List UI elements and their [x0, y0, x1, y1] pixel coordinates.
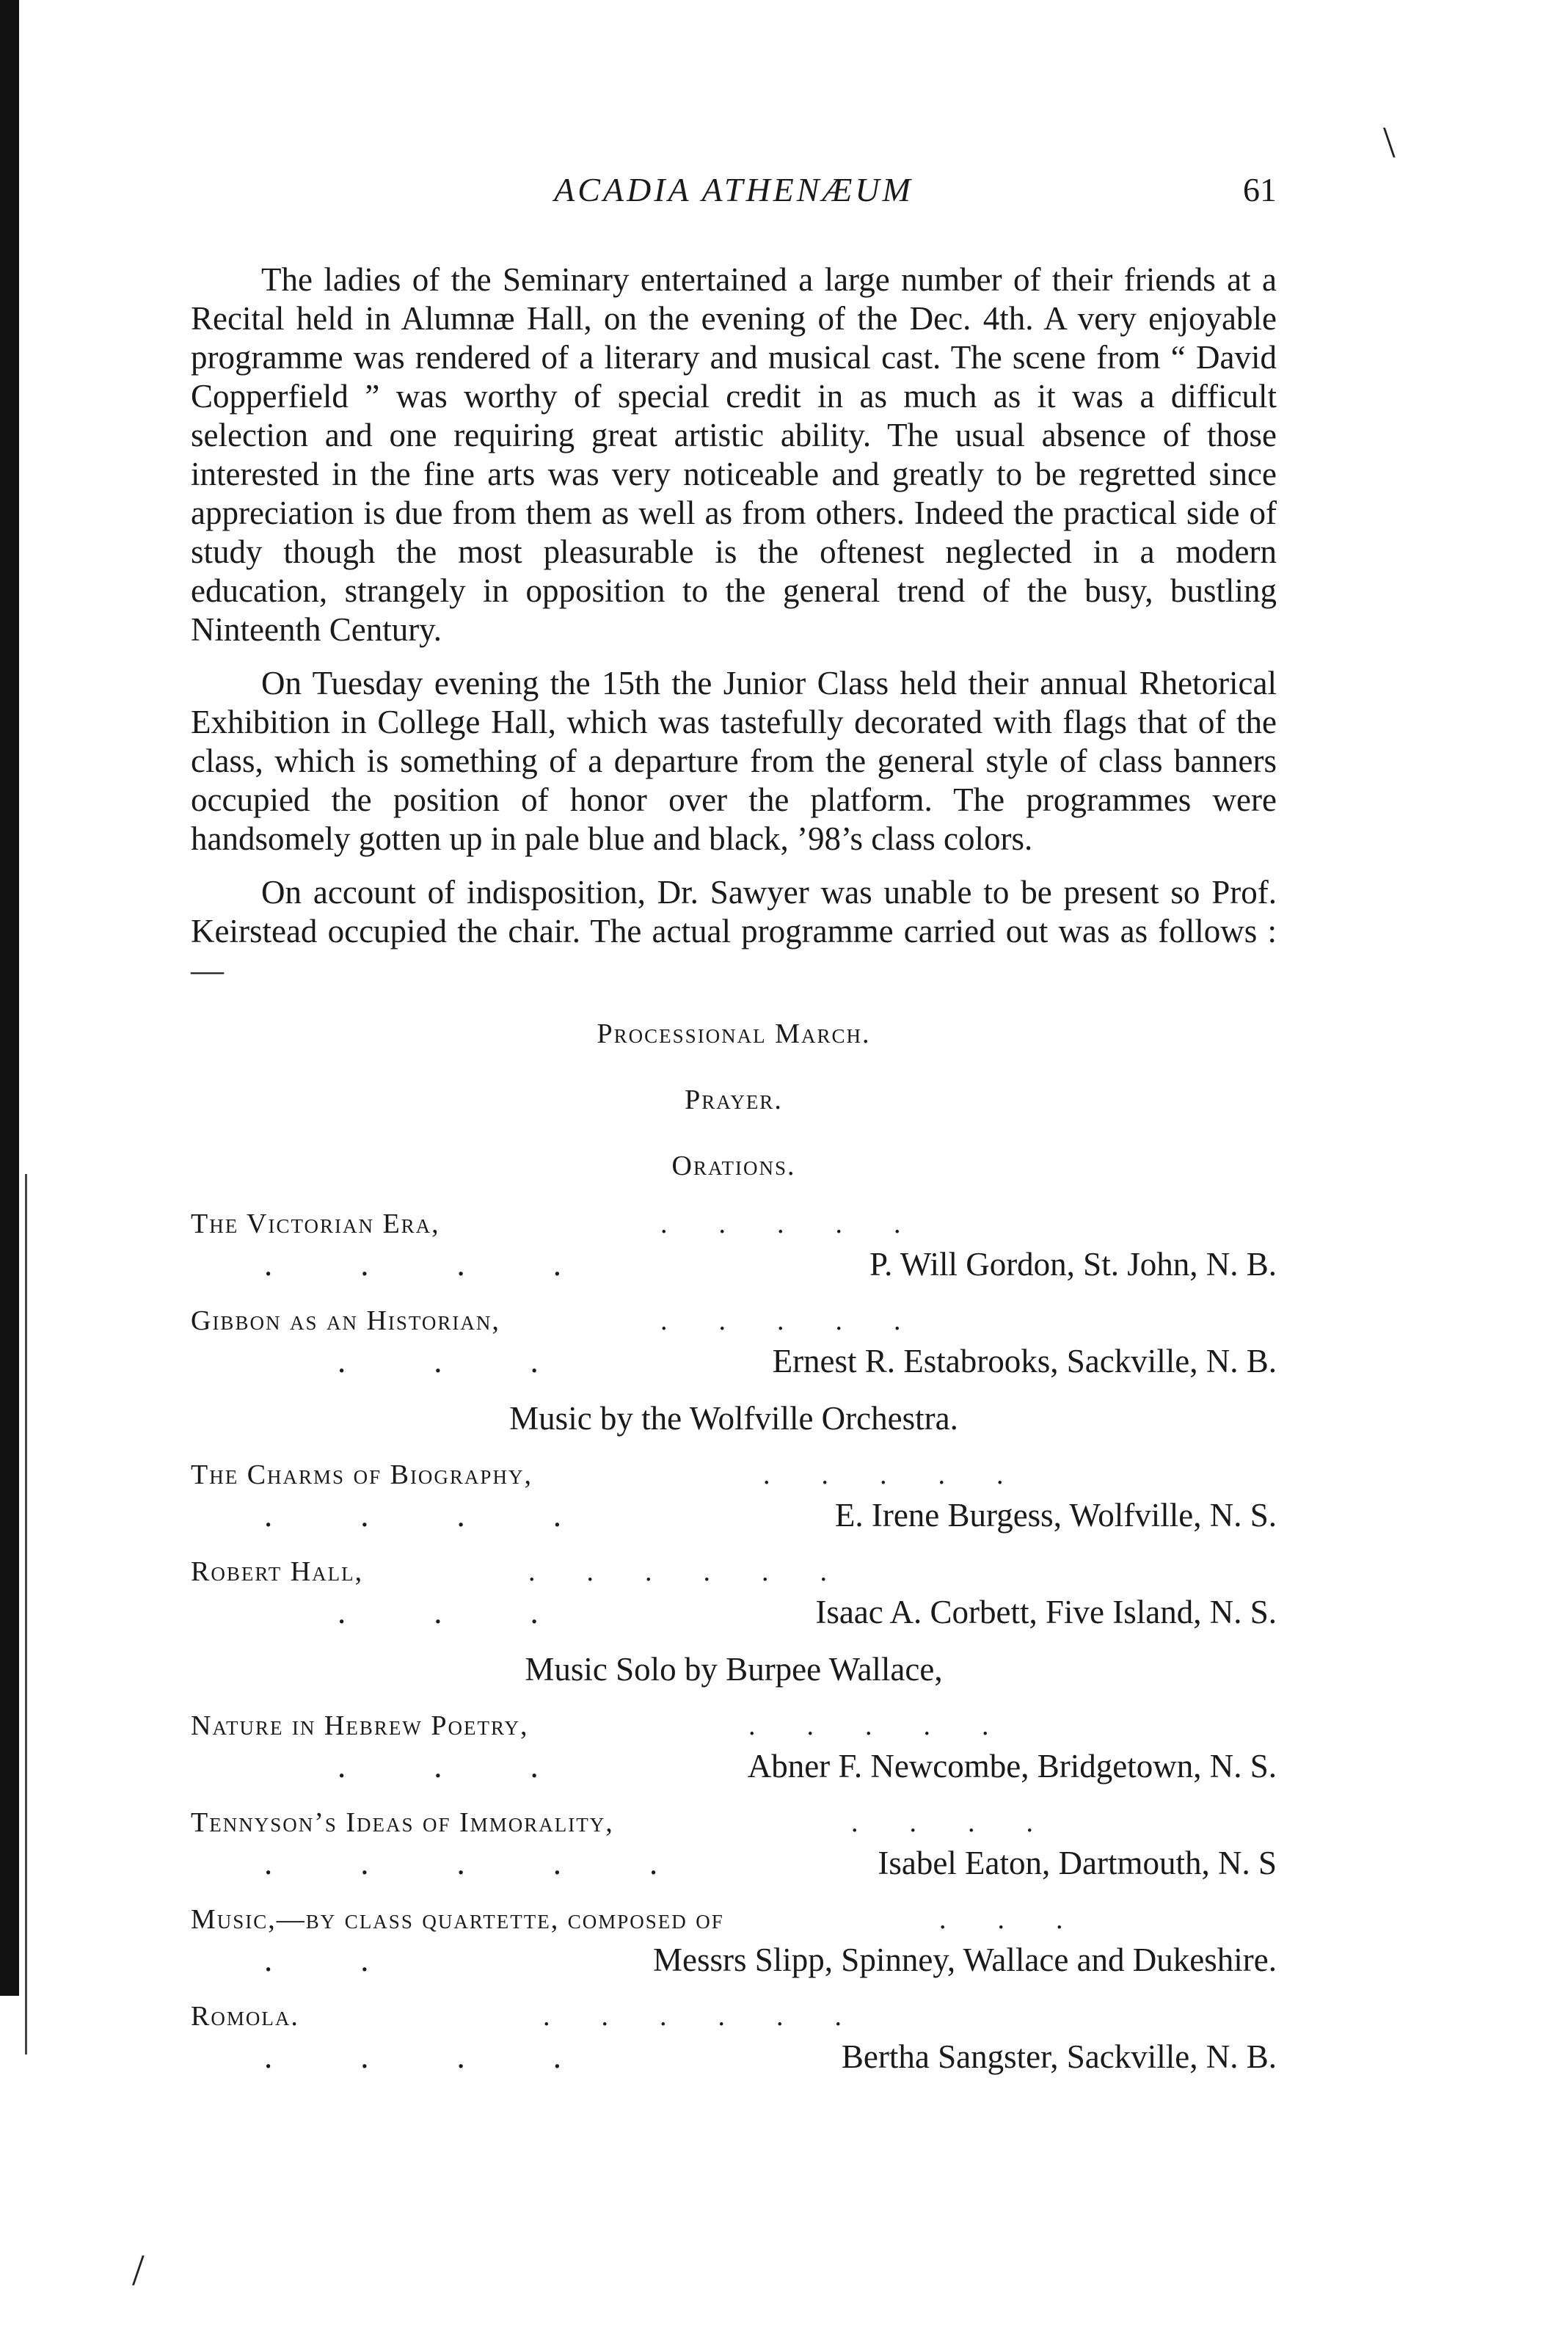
- page-body: [191, 260, 1277, 2077]
- programme-entry: [191, 1706, 1277, 1787]
- programme-entry: [191, 1900, 1277, 1980]
- music-interlude: Music by the Wolfville Orchestra.: [509, 1400, 958, 1437]
- programme-entry: [191, 1301, 1277, 1382]
- oration-title: Gibbon as an Historian, .....: [191, 1305, 952, 1336]
- oration-title: The Victorian Era, .....: [191, 1208, 952, 1239]
- programme-entry: [191, 1204, 1277, 1285]
- programme-heading: Prayer.: [685, 1084, 783, 1115]
- running-head: ACADIA ATHENÆUM: [554, 171, 914, 208]
- programme-heading: Orations.: [671, 1151, 796, 1181]
- paragraph: On Tuesday evening the 15th the Junior Class held their annual Rhetorical Exhibition in College Hall, which was tastefully decorated with flags that of the class, which is something of a departure from the general style of class banners occupied the position of honor over the platform. The programmes were handsomely gotten up in pale blue and black, ’98’s class colors.: [191, 665, 1277, 857]
- programme-heading: Processional March.: [597, 1018, 871, 1049]
- oration-speaker: .... P. Will Gordon, St. John, N. B.: [264, 1246, 1277, 1283]
- oration-speaker: .... Bertha Sangster, Sackville, N. B.: [264, 2038, 1277, 2075]
- programme-entry: [191, 1803, 1277, 1884]
- page-number: 61: [1243, 171, 1277, 208]
- programme-entry: [191, 1455, 1277, 1536]
- oration-speaker: ..... Isabel Eaton, Dartmouth, N. S: [264, 1845, 1277, 1881]
- oration-speaker: .. Messrs Slipp, Spinney, Wallace and Dukeshire.: [264, 1942, 1277, 1978]
- oration-title: Nature in Hebrew Poetry, .....: [191, 1710, 1040, 1741]
- oration-title: Robert Hall, ......: [191, 1556, 878, 1587]
- stray-mark: \: [1383, 118, 1396, 167]
- oration-speaker: ... Ernest R. Estabrooks, Sackville, N. B.: [338, 1343, 1277, 1379]
- paragraph: On account of indisposition, Dr. Sawyer was unable to be present so Prof. Keirstead occupied the chair. The actual programme carried out was as follows :—: [191, 874, 1277, 988]
- oration-title: Romola. ......: [191, 2001, 893, 2032]
- oration-title: Tennyson’s Ideas of Immorality, ....: [191, 1807, 1084, 1838]
- programme-entry: [191, 1997, 1277, 2077]
- oration-speaker: ... Abner F. Newcombe, Bridgetown, N. S.: [338, 1748, 1277, 1784]
- page-header: [191, 170, 1277, 229]
- paragraph: The ladies of the Seminary entertained a large number of their friends at a Recital held in Alumnæ Hall, on the evening of the Dec. 4th. A very enjoyable programme was rendered of a literary and musical cast. The scene from “ David Copperfield ” was worthy of special credit in as much as it was a difficult selection and one requiring great artistic ability. The usual absence of those interested in the fine arts was very noticeable and greatly to be regretted since appreciation is due from them as well as from others. Indeed the practical side of study though the most pleasurable is the oftenest neglected in a modern education, strangely in opposition to the general trend of the busy, bustling Ninteenth Century.: [191, 261, 1277, 648]
- oration-title: The Charms of Biography, .....: [191, 1459, 1055, 1490]
- page-spine-shadow: [0, 0, 19, 1996]
- oration-speaker: ... Isaac A. Corbett, Five Island, N. S.: [338, 1594, 1277, 1630]
- programme-entry: [191, 1552, 1277, 1633]
- oration-speaker: .... E. Irene Burgess, Wolfville, N. S.: [264, 1497, 1277, 1534]
- oration-title: Music,—by class quartette, composed of ...: [191, 1904, 1115, 1935]
- music-interlude: Music Solo by Burpee Wallace,: [525, 1651, 943, 1688]
- stray-mark: /: [132, 2246, 145, 2294]
- page-edge-line: [25, 1174, 27, 2054]
